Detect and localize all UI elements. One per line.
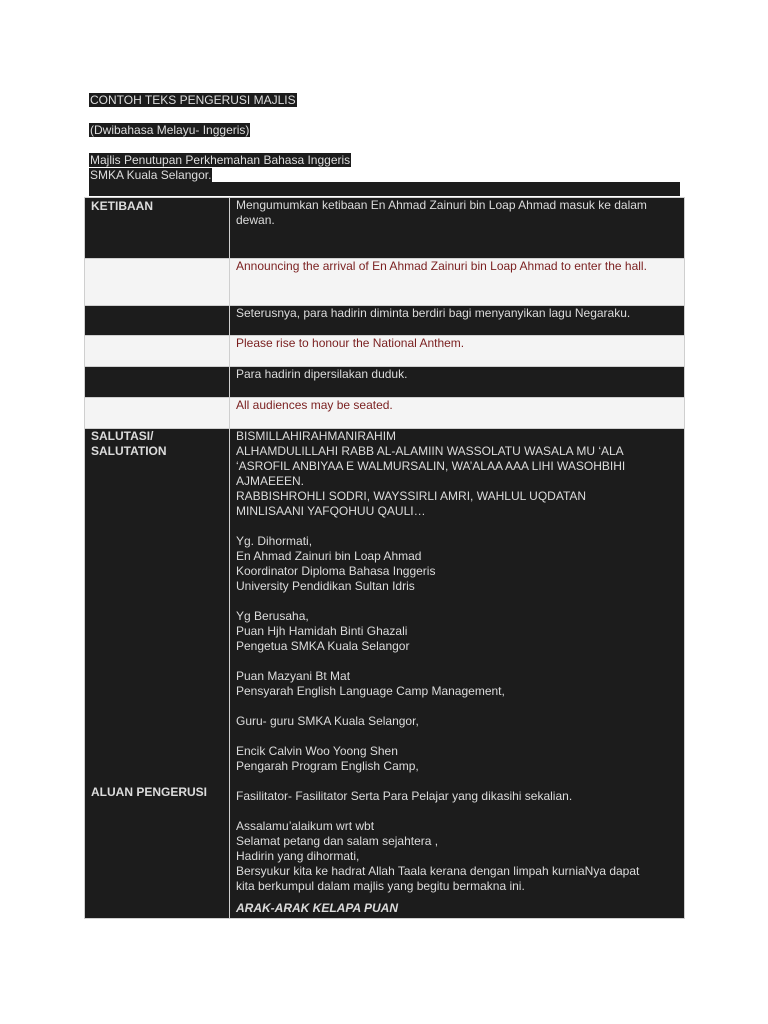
empty-label-cell	[85, 367, 230, 398]
anthem-english-text: Please rise to honour the National Anthem.	[230, 336, 685, 367]
fasilitator-greeting: Fasilitator- Fasilitator Serta Para Pelajar yang dikasihi sekalian.	[236, 789, 573, 803]
aluan-text	[236, 819, 678, 894]
row-label-aluan-pengerusi: ALUAN PENGERUSI	[91, 785, 208, 799]
header-band	[89, 182, 680, 196]
guest-block-5	[236, 744, 678, 774]
empty-label-cell	[85, 336, 230, 367]
empty-label-cell	[85, 259, 230, 306]
guest-line: Puan Mazyani Bt Mat	[236, 669, 351, 683]
aluan-line: Assalamu’alaikum wrt wbt	[236, 819, 375, 833]
section-heading-arak-arak: ARAK-ARAK KELAPA PUAN	[236, 901, 398, 915]
guest-line: En Ahmad Zainuri bin Loap Ahmad	[236, 549, 422, 563]
seated-malay-text: Para hadirin dipersilakan duduk.	[230, 367, 685, 398]
row-label-salutation: SALUTATION	[91, 444, 167, 458]
guest-line: Yg. Dihormati,	[236, 534, 313, 548]
guest-line: Guru- guru SMKA Kuala Selangor,	[236, 714, 419, 728]
document-subtitle: (Dwibahasa Melayu- Inggeris)	[90, 123, 250, 137]
table-row	[85, 367, 685, 398]
doa-line: AJMAEEEN.	[236, 474, 305, 488]
doa-line: RABBISHROHLI SODRI, WAYSSIRLI AMRI, WAHLUL UQDATAN	[236, 489, 587, 503]
event-name-line-2: SMKA Kuala Selangor.	[90, 168, 212, 182]
guest-line: Pensyarah English Language Camp Management,	[236, 684, 505, 698]
aluan-line: kita berkumpul dalam majlis yang begitu bermakna ini.	[236, 879, 525, 893]
guest-block-3	[236, 669, 678, 699]
guest-line: University Pendidikan Sultan Idris	[236, 579, 415, 593]
doa-text	[236, 429, 678, 519]
ketibaan-english-text: Announcing the arrival of En Ahmad Zainuri bin Loap Ahmad to enter the hall.	[230, 259, 685, 306]
doa-line: BISMILLAHIRAHMANIRAHIM	[236, 429, 397, 443]
document-title: CONTOH TEKS PENGERUSI MAJLIS	[90, 93, 296, 107]
ketibaan-malay-text: Mengumumkan ketibaan En Ahmad Zainuri bin Loap Ahmad masuk ke dalam dewan.	[230, 198, 685, 259]
event-name-line-1: Majlis Penutupan Perkhemahan Bahasa Inggeris	[90, 153, 351, 167]
doa-line: MINLISAANI YAFQOHUU QAULI…	[236, 504, 426, 518]
table-row	[85, 198, 685, 259]
table-row	[85, 429, 685, 919]
empty-label-cell	[85, 306, 230, 336]
table-row	[85, 336, 685, 367]
seated-english-text: All audiences may be seated.	[230, 398, 685, 429]
guest-line: Yg Berusaha,	[236, 609, 309, 623]
salutation-content-cell	[230, 429, 685, 919]
aluan-line: Selamat petang dan salam sejahtera ,	[236, 834, 439, 848]
doa-line: ‘ASROFIL ANBIYAA E WALMURSALIN, WA’ALAA AAA LIHI WASOHBIHI	[236, 459, 626, 473]
table-row	[85, 398, 685, 429]
doa-line: ALHAMDULILLAHI RABB AL-ALAMIIN WASSOLATU WASALA MU ‘ALA	[236, 444, 624, 458]
guest-line: Encik Calvin Woo Yoong Shen	[236, 744, 398, 758]
row-label-salutation-cell	[85, 429, 230, 919]
empty-label-cell	[85, 398, 230, 429]
guest-block-1	[236, 534, 678, 594]
anthem-malay-text: Seterusnya, para hadirin diminta berdiri bagi menyanyikan lagu Negaraku.	[230, 306, 685, 336]
guest-block-4	[236, 714, 678, 729]
script-table	[84, 197, 685, 919]
guest-line: Pengetua SMKA Kuala Selangor	[236, 639, 410, 653]
guest-line: Pengarah Program English Camp,	[236, 759, 419, 773]
guest-line: Puan Hjh Hamidah Binti Ghazali	[236, 624, 408, 638]
row-label-salutasi: SALUTASI/	[91, 429, 154, 443]
row-label-ketibaan: KETIBAAN	[85, 198, 230, 259]
guest-line: Koordinator Diploma Bahasa Inggeris	[236, 564, 436, 578]
table-row	[85, 306, 685, 336]
guest-block-2	[236, 609, 678, 654]
aluan-line: Hadirin yang dihormati,	[236, 849, 360, 863]
aluan-line: Bersyukur kita ke hadrat Allah Taala kerana dengan limpah kurniaNya dapat	[236, 864, 640, 878]
table-row	[85, 259, 685, 306]
